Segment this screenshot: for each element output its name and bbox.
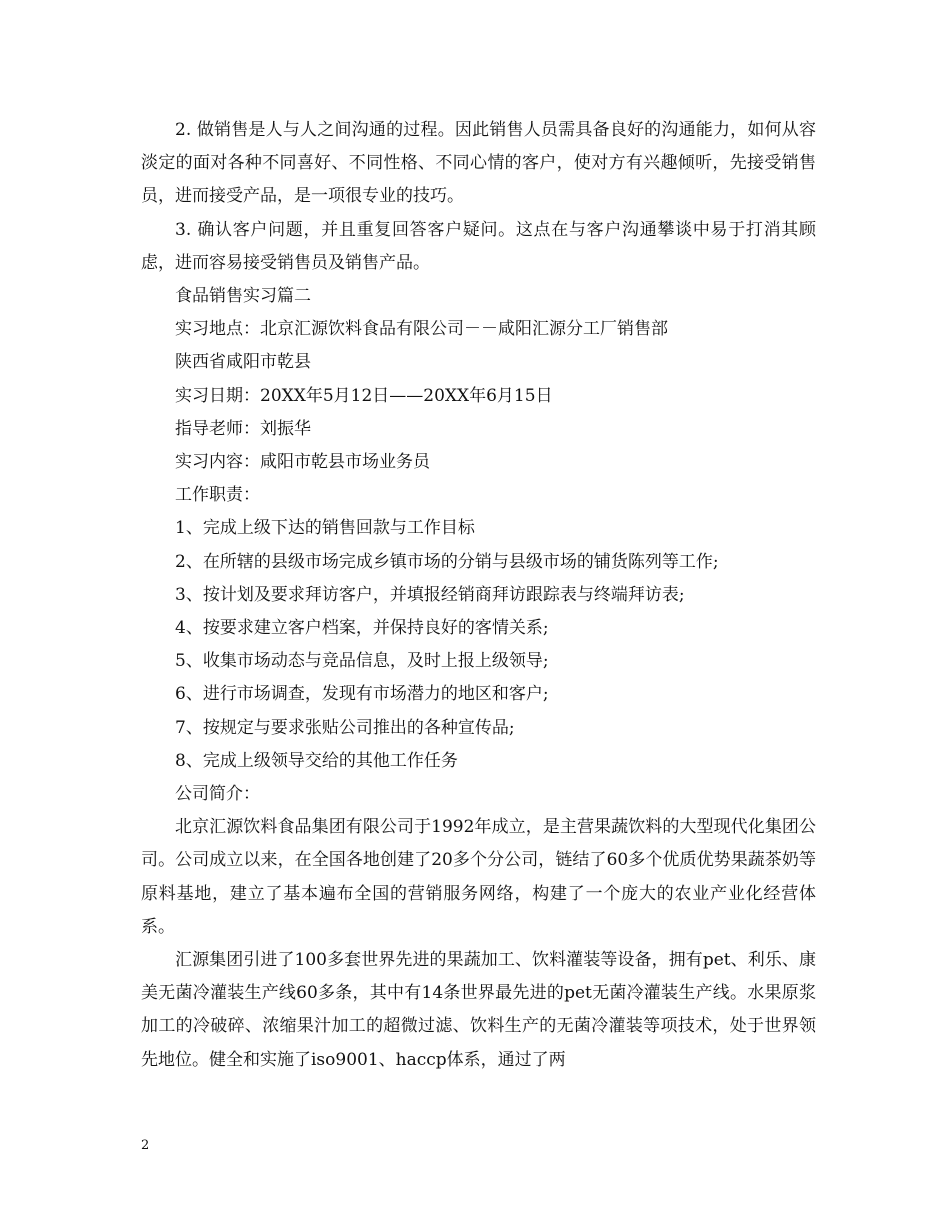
duty-item: 2、在所辖的县级市场完成乡镇市场的分销与县级市场的铺货陈列等工作; bbox=[175, 551, 719, 572]
duties-heading: 工作职责： bbox=[175, 485, 260, 506]
duty-item: 3、按计划及要求拜访客户，并填报经销商拜访跟踪表与终端拜访表; bbox=[175, 584, 685, 605]
advisor: 指导老师：刘振华 bbox=[175, 418, 311, 439]
duty-item: 8、完成上级领导交给的其他工作任务 bbox=[175, 750, 458, 771]
duty-item: 5、收集市场动态与竞品信息，及时上报上级领导; bbox=[175, 651, 549, 672]
duty-item: 4、按要求建立客户档案，并保持良好的客情关系; bbox=[175, 618, 549, 639]
internship-content: 实习内容：咸阳市乾县市场业务员 bbox=[175, 452, 430, 473]
company-intro-paragraph: 北京汇源饮料食品集团有限公司于1992年成立，是主营果蔬饮料的大型现代化集团公司。公司成立以来，在全国各地创建了20多个分公司，链结了60多个优质优势果蔬茶奶等原料基地，建立了基本遍布全国的营销服务网络，构建了一个庞大的农业产业化经营体系。 bbox=[141, 817, 816, 937]
duty-item: 6、进行市场调查，发现有市场潜力的地区和客户; bbox=[175, 684, 549, 705]
page-number: 2 bbox=[141, 1138, 150, 1153]
paragraph-item-2: 2. 做销售是人与人之间沟通的过程。因此销售人员需具备良好的沟通能力，如何从容淡定的面对各种不同喜好、不同性格、不同心情的客户，使对方有兴趣倾听，先接受销售员，进而接受产品，是一项很专业的技巧。 bbox=[141, 120, 816, 207]
company-intro-heading: 公司简介： bbox=[175, 784, 260, 805]
internship-location-detail: 陕西省咸阳市乾县 bbox=[175, 352, 311, 373]
section-title: 食品销售实习篇二 bbox=[175, 286, 311, 307]
company-equipment-paragraph: 汇源集团引进了100多套世界先进的果蔬加工、饮料灌装等设备，拥有pet、利乐、康美无菌冷灌装生产线60多条，其中有14条世界最先进的pet无菌冷灌装生产线。水果原浆加工的冷破碎、浓缩果汁加工的超微过滤、饮料生产的无菌冷灌装等项技术，处于世界领先地位。健全和实施了iso9001、haccp体系，通过了两 bbox=[141, 950, 816, 1070]
duty-item: 7、按规定与要求张贴公司推出的各种宣传品; bbox=[175, 717, 515, 738]
document-body bbox=[141, 114, 816, 1077]
internship-location: 实习地点：北京汇源饮料食品有限公司－－咸阳汇源分工厂销售部 bbox=[175, 319, 668, 340]
internship-date: 实习日期：20XX年5月12日——20XX年6月15日 bbox=[175, 385, 553, 406]
duty-item: 1、完成上级下达的销售回款与工作目标 bbox=[175, 518, 475, 539]
paragraph-item-3: 3. 确认客户问题，并且重复回答客户疑问。这点在与客户沟通攀谈中易于打消其顾虑，进而容易接受销售员及销售产品。 bbox=[141, 219, 816, 273]
